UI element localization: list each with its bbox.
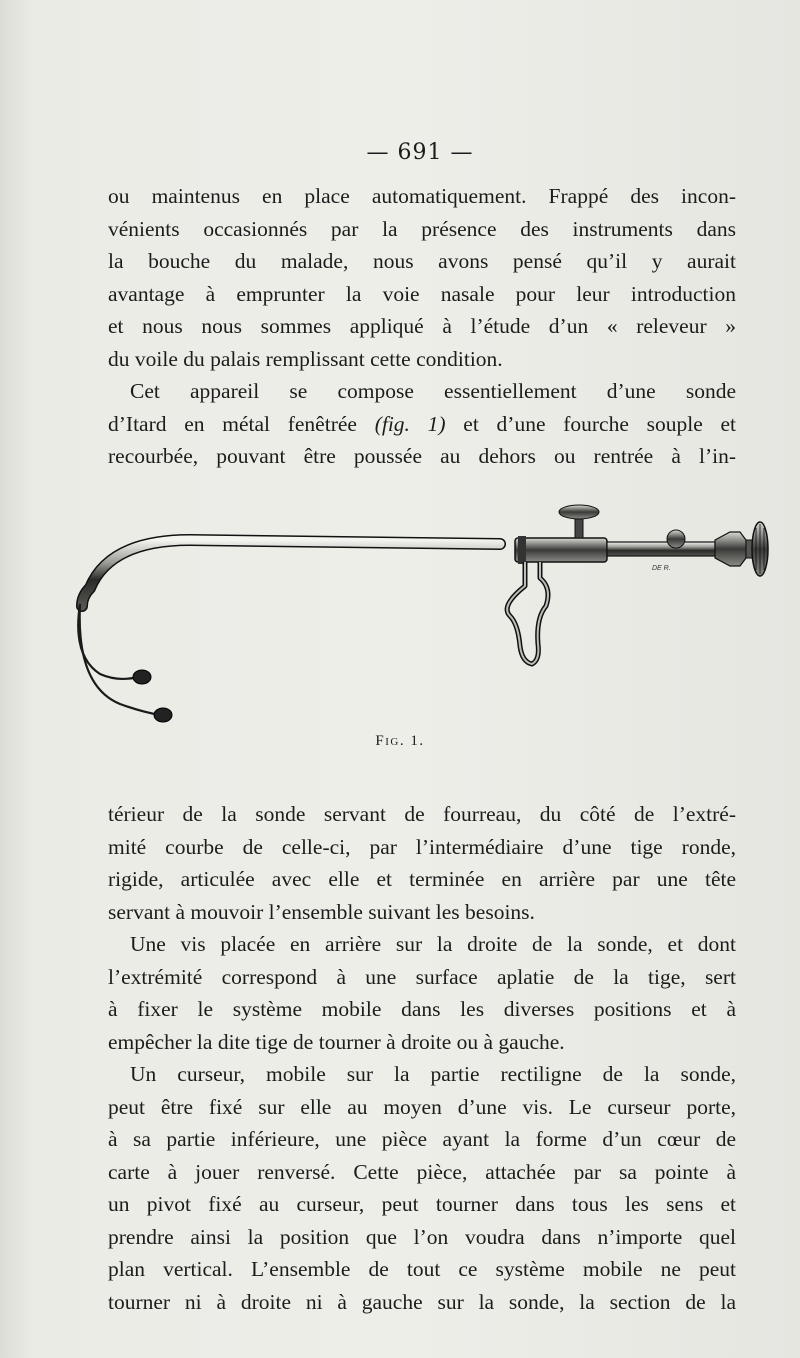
text-line: du voile du palais remplissant cette condition. bbox=[108, 346, 503, 371]
text-line: ou maintenus en place automatiquement. Frappé des incon- bbox=[108, 184, 736, 208]
fork-wire-lower bbox=[80, 604, 160, 715]
text-line: Cet appareil se compose essentiellement d’une sonde bbox=[130, 379, 736, 403]
text-line: la bouche du malade, nous avons pensé qu’il y aurait bbox=[108, 249, 736, 273]
fork-tip-lower bbox=[154, 708, 172, 722]
instrument-engraving bbox=[70, 496, 770, 736]
engraved-maker-name: COLLIN bbox=[380, 548, 409, 557]
fork-tip-upper bbox=[133, 670, 151, 684]
figure-reference: (fig. 1) bbox=[374, 411, 446, 436]
text-line: mité courbe de celle-ci, par l’intermédiaire d’une tige ronde, bbox=[108, 834, 736, 859]
text-line: et nous nous sommes appliqué à l’étude d’un « releveur » bbox=[108, 314, 736, 338]
text-line: avantage à emprunter la voie nasale pour leur introduction bbox=[108, 281, 736, 306]
text-line: tourner ni à droite ni à gauche sur la sonde, la section de la bbox=[108, 1289, 736, 1314]
cursor-screw-head bbox=[559, 505, 599, 519]
text-span: d’Itard en métal fenêtrée bbox=[108, 411, 375, 436]
text-line: Un curseur, mobile sur la partie rectiligne de la sonde, bbox=[130, 1062, 736, 1086]
figure-caption: Fig. 1. bbox=[375, 733, 425, 749]
text-line: Une vis placée en arrière sur la droite de la sonde, et dont bbox=[130, 932, 736, 956]
text-line: un pivot fixé au curseur, peut tourner dans tous les sens et bbox=[108, 1192, 736, 1216]
text-line: empêcher la dite tige de tourner à droite ou à gauche. bbox=[108, 1029, 565, 1054]
side-screw bbox=[667, 530, 685, 548]
text-line: à fixer le système mobile dans les diverses positions et à bbox=[108, 997, 736, 1021]
text-line: prendre ainsi la position que l’on voudra dans n’importe quel bbox=[108, 1224, 736, 1249]
sonde-tube-outline bbox=[82, 540, 500, 606]
text-line: térieur de la sonde servant de fourreau, du côté de l’extré- bbox=[108, 802, 736, 826]
text-line: l’extrémité correspond à une surface aplatie de la tige, sert bbox=[108, 964, 736, 989]
text-line: recourbée, pouvant être poussée au dehors ou rentrée à l’in- bbox=[108, 444, 736, 468]
text-line-with-figure-ref bbox=[108, 408, 736, 441]
page-number: — 691 — bbox=[366, 140, 474, 165]
text-line: vénients occasionnés par la présence des instruments dans bbox=[108, 216, 736, 241]
text-block-bottom bbox=[108, 798, 736, 1318]
text-block-top bbox=[108, 180, 736, 473]
text-line: à sa partie inférieure, une pièce ayant la forme d’un cœur de bbox=[108, 1127, 736, 1151]
cursor-block bbox=[515, 538, 607, 562]
text-span: et d’une fourche souple et bbox=[445, 411, 736, 436]
text-line: rigide, articulée avec elle et terminée en arrière par une tête bbox=[108, 867, 736, 891]
engraved-mark: DE R. bbox=[652, 565, 671, 572]
rear-collar bbox=[715, 532, 746, 566]
text-line: peut être fixé sur elle au moyen d’une vis. Le curseur porte, bbox=[108, 1094, 736, 1119]
figure-illustration bbox=[70, 496, 770, 736]
text-line: plan vertical. L’ensemble de tout ce système mobile ne peut bbox=[108, 1257, 736, 1281]
text-line: carte à jouer renversé. Cette pièce, attachée par sa pointe à bbox=[108, 1159, 736, 1184]
rear-tube bbox=[607, 542, 715, 556]
text-line: servant à mouvoir l’ensemble suivant les besoins. bbox=[108, 899, 535, 924]
cursor-collar bbox=[518, 536, 526, 564]
